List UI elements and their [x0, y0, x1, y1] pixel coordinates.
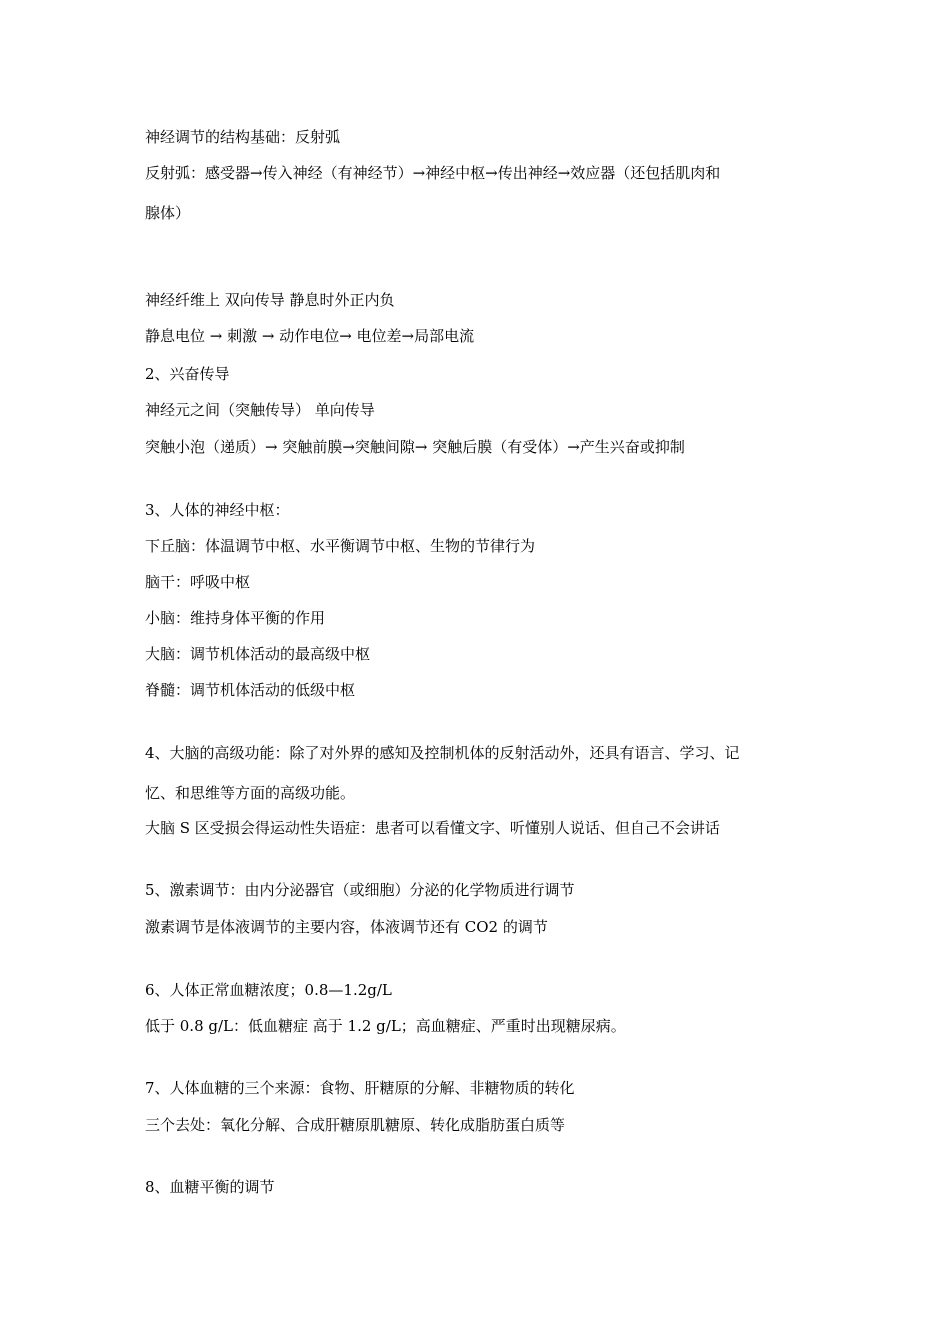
- text-line: 突触小泡（递质）→ 突触前膜→突触间隙→ 突触后膜（有受体）→产生兴奋或抑制: [145, 438, 685, 456]
- section-heading: 4、大脑的高级功能：除了对外界的感知及控制机体的反射活动外，还具有语言、学习、记: [145, 744, 740, 762]
- section-heading: 5、激素调节：由内分泌器官（或细胞）分泌的化学物质进行调节: [145, 881, 575, 899]
- text-line: 三个去处：氧化分解、合成肝糖原肌糖原、转化成脂肪蛋白质等: [145, 1116, 566, 1134]
- section-heading: 3、人体的神经中枢：: [145, 501, 290, 519]
- section-heading: 8、血糖平衡的调节: [145, 1178, 275, 1196]
- text-line: 腺体）: [145, 204, 191, 222]
- section-heading: 2、兴奋传导: [145, 365, 230, 383]
- text-line: 激素调节是体液调节的主要内容，体液调节还有 CO2 的调节: [145, 918, 548, 936]
- text-line: 神经纤维上 双向传导 静息时外正内负: [145, 291, 395, 309]
- text-line: 反射弧：感受器→传入神经（有神经节）→神经中枢→传出神经→效应器（还包括肌肉和: [145, 164, 721, 182]
- section-heading: 7、人体血糖的三个来源：食物、肝糖原的分解、非糖物质的转化: [145, 1079, 575, 1097]
- section-heading: 6、人体正常血糖浓度；0.8—1.2g/L: [145, 981, 392, 999]
- text-line: 大脑 S 区受损会得运动性失语症：患者可以看懂文字、听懂别人说话、但自己不会讲话: [145, 819, 720, 837]
- text-line: 低于 0.8 g/L：低血糖症 高于 1.2 g/L；高血糖症、严重时出现糖尿病。: [145, 1017, 626, 1035]
- text-line: 脊髓：调节机体活动的低级中枢: [145, 681, 356, 699]
- text-line: 静息电位 → 刺激 → 动作电位→ 电位差→局部电流: [145, 327, 475, 345]
- text-line: 神经调节的结构基础：反射弧: [145, 128, 341, 146]
- text-line: 小脑：维持身体平衡的作用: [145, 609, 326, 627]
- text-line: 大脑：调节机体活动的最高级中枢: [145, 645, 371, 663]
- text-line: 下丘脑：体温调节中枢、水平衡调节中枢、生物的节律行为: [145, 537, 536, 555]
- text-line: 忆、和思维等方面的高级功能。: [145, 784, 356, 802]
- text-line: 神经元之间（突触传导） 单向传导: [145, 401, 375, 419]
- text-line: 脑干：呼吸中枢: [145, 573, 251, 591]
